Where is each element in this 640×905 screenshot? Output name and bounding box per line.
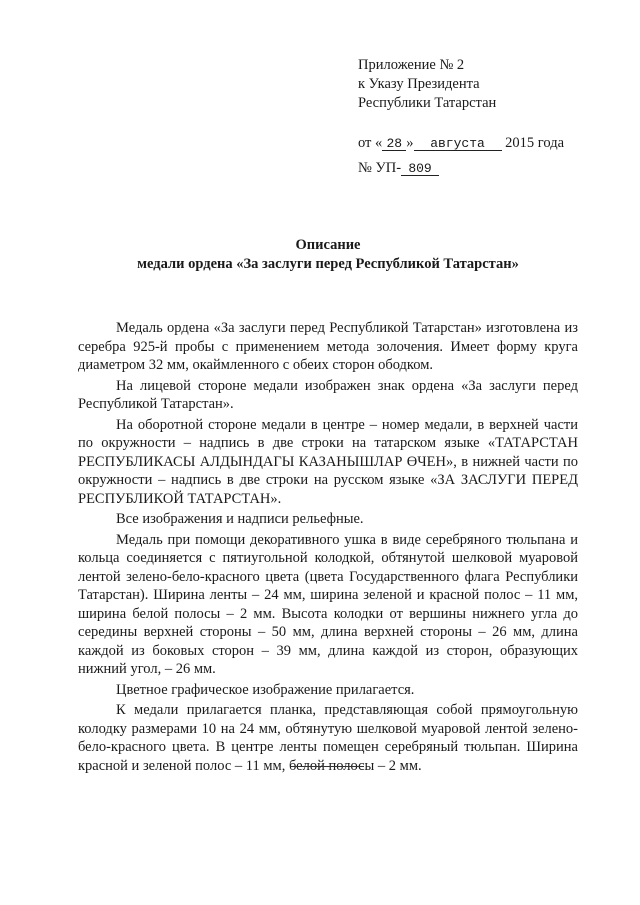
paragraph-ribbon-block: Медаль при помощи декоративного ушка в виде серебряного тюльпана и кольца соединяется с пятиугольной колодкой, обтянутой шелковой муаровой лентой зелено-бело-красного цвета (цвета Государственного флага Республики Татарстан). Ширина ленты – 24 мм, ширина зеленой и красной полос – 11 мм, ширина белой полосы – 2 мм. Высота колодки от вершины нижнего угла до середины верхней стороны – 50 мм, длина верхней стороны – 26 мм, длина каждой из боковых сторон – 39 мм, длина каждой из сторон, образующих нижний угол, – 26 мм. [78,531,578,677]
paragraph-ribbon-bar: К медали прилагается планка, представляющая собой прямоугольную колодку размерами 10 на 24 мм, обтянутую шелковой муаровой лентой зелено-бело-красного цвета. В центре ленты помещен серебряный тюльпан. Ширина красной и зеленой полос – 11 мм, белой полосы – 2 мм. [78,702,578,774]
paragraph-material: Медаль ордена «За заслуги перед Республикой Татарстан» изготовлена из серебра 925-й пробы с применением метода золочения. Имеет форму круга диаметром 32 мм, окаймленного с обеих сторон ободком. [78,320,578,373]
number-value: 809 [401,162,439,176]
appendix-header [358,56,628,178]
paragraph-color-image: Цветное графическое изображение прилагается. [116,681,415,698]
document-body [78,319,578,775]
number-prefix: № УП- [358,160,402,176]
appendix-number: Приложение № 2 [358,57,465,73]
end-divider [290,766,364,767]
title-subject: медали ордена «За заслуги перед Республикой Татарстан» [137,256,519,272]
date-prefix: от « [358,135,383,151]
decree-date [358,134,628,153]
date-month: августа [414,137,502,151]
decree-number [358,159,628,178]
date-day: 28 [382,137,406,151]
title-heading: Описание [295,237,361,253]
paragraph-obverse: На лицевой стороне медали изображен знак ордена «За заслуги перед Республикой Татарстан». [78,377,578,412]
appendix-decree-ref: к Указу Президента [358,76,480,92]
date-separator: » [406,135,414,151]
paragraph-reverse: На оборотной стороне медали в центре – номер медали, в верхней части по окружности – надпись в две строки на татарском языке «ТАТАРСТАН РЕСПУБЛИКАСЫ АЛДЫНДАГЫ КАЗАНЫШЛАР ӨЧЕН», в нижней части по окружности – надпись в две строки на русском языке «ЗА ЗАСЛУГИ ПЕРЕД РЕСПУБЛИКОЙ ТАТАРСТАН». [78,416,578,507]
appendix-republic: Республики Татарстан [358,95,497,111]
date-year: 2015 года [505,135,565,151]
paragraph-relief: Все изображения и надписи рельефные. [116,511,364,527]
document-title [70,236,586,274]
